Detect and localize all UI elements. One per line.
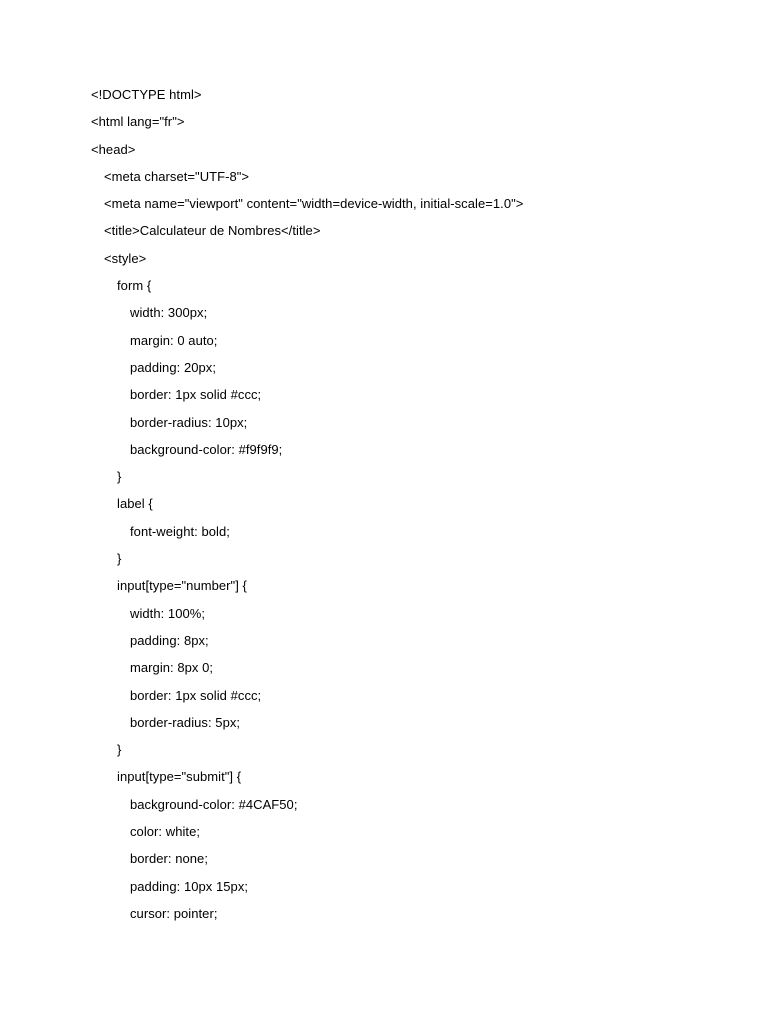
code-line: border-radius: 10px; <box>130 414 248 430</box>
code-line: form { <box>117 278 152 294</box>
code-line: <meta charset="UTF-8"> <box>104 168 250 184</box>
code-line: padding: 8px; <box>130 632 209 648</box>
code-line: <style> <box>104 250 147 266</box>
code-line: border: none; <box>130 851 208 867</box>
code-line: <!DOCTYPE html> <box>91 87 202 102</box>
code-line: } <box>117 742 122 758</box>
code-line: border: 1px solid #ccc; <box>130 387 262 403</box>
code-listing <box>91 85 731 931</box>
code-line: } <box>117 551 122 567</box>
code-line: label { <box>117 496 153 512</box>
code-line: <title>Calculateur de Nombres</title> <box>104 223 321 239</box>
code-line: padding: 10px 15px; <box>130 878 249 894</box>
code-line: border-radius: 5px; <box>130 714 241 730</box>
code-line: input[type="number"] { <box>117 578 247 594</box>
code-line: } <box>117 469 122 485</box>
code-line: padding: 20px; <box>130 359 216 375</box>
code-line: input[type="submit"] { <box>117 769 242 785</box>
code-line: margin: 0 auto; <box>130 332 218 348</box>
code-line: color: white; <box>130 824 201 840</box>
code-line: cursor: pointer; <box>130 905 218 921</box>
code-line: margin: 8px 0; <box>130 660 214 676</box>
code-line: font-weight: bold; <box>130 523 230 539</box>
code-line: width: 300px; <box>130 305 208 321</box>
code-line: background-color: #f9f9f9; <box>130 441 283 457</box>
code-line: width: 100%; <box>130 605 206 621</box>
code-line: border: 1px solid #ccc; <box>130 687 262 703</box>
code-line: <head> <box>91 141 136 157</box>
code-line: <html lang="fr"> <box>91 114 185 130</box>
code-line: background-color: #4CAF50; <box>130 796 298 812</box>
code-line: <meta name="viewport" content="width=device-width, initial-scale=1.0"> <box>104 196 524 212</box>
